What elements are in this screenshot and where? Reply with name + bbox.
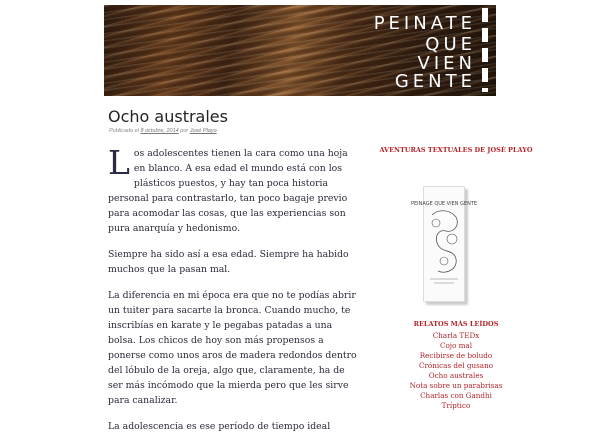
relatos-heading: RELATOS MÁS LEÍDOS xyxy=(413,320,499,328)
sidebar-heading: AVENTURAS TEXTUALES DE JOSÉ PLAYO xyxy=(379,146,533,154)
post-date-link[interactable]: 8 octubre, 2014 xyxy=(140,128,179,134)
post-meta xyxy=(109,128,217,134)
banner-stripe-decoration xyxy=(482,8,488,92)
book-cover-image[interactable] xyxy=(410,186,478,302)
header-banner[interactable] xyxy=(104,5,496,96)
paragraph-text: os adolescentes tienen la cara como una hoja en blanco. A esa edad el mundo está con los plásticos puestos, y hay tan poca historia personal para contrastarlo, tan poco bagaje previo para acomodar las cosas, que las experiencias son pura anarquía y hedonismo. xyxy=(108,148,348,234)
relatos-list xyxy=(376,331,536,411)
post-body xyxy=(108,143,360,445)
relato-link[interactable]: Cojo mal xyxy=(439,341,473,350)
post-title[interactable]: Ocho australes xyxy=(108,107,228,126)
paragraph xyxy=(108,143,360,236)
banner-word-2: QUE xyxy=(425,34,476,55)
paragraph: La diferencia en mi época era que no te podías abrir un tuiter para sacarte la bronca. Cuando mucho, te inscribías en karate y le pegabas patadas a una bolsa. Los chicos de hoy son más propensos a ponerse como unos aros de madera redondos dentro del lóbulo de la oreja, algo que, claramente, ha de ser más incómodo que la mierda pero que les sirve para canalizar. xyxy=(108,290,357,406)
relato-link[interactable]: Tríptico xyxy=(441,401,471,410)
meta-prefix: Publicado el xyxy=(109,128,139,134)
relato-link[interactable]: Crónicas del gusano xyxy=(418,361,494,370)
banner-word-4: GENTE xyxy=(394,71,476,92)
relato-link[interactable]: Charlas con Gandhi xyxy=(420,391,492,400)
banner-word-1: PEINATE xyxy=(373,13,476,34)
relato-link[interactable]: Charla TEDx xyxy=(432,331,480,340)
book-cover-text: PEINAGE QUE VIEN GENTE xyxy=(410,201,478,207)
book-illustration xyxy=(410,187,478,301)
relato-link[interactable]: Nota sobre un parabrisas xyxy=(409,381,503,390)
author-link[interactable]: José Playo xyxy=(189,128,217,134)
relato-link[interactable]: Ocho australes xyxy=(428,371,484,380)
meta-by: por xyxy=(180,128,189,134)
paragraph: La adolescencia es ese período de tiempo ideal xyxy=(108,421,331,432)
relato-link[interactable]: Recibirse de boludo xyxy=(419,351,493,360)
banner-word-3: VIEN xyxy=(417,53,476,74)
drop-cap: L xyxy=(108,143,130,182)
paragraph: Siempre ha sido así a esa edad. Siempre ha habido muchos que la pasan mal. xyxy=(108,249,349,275)
